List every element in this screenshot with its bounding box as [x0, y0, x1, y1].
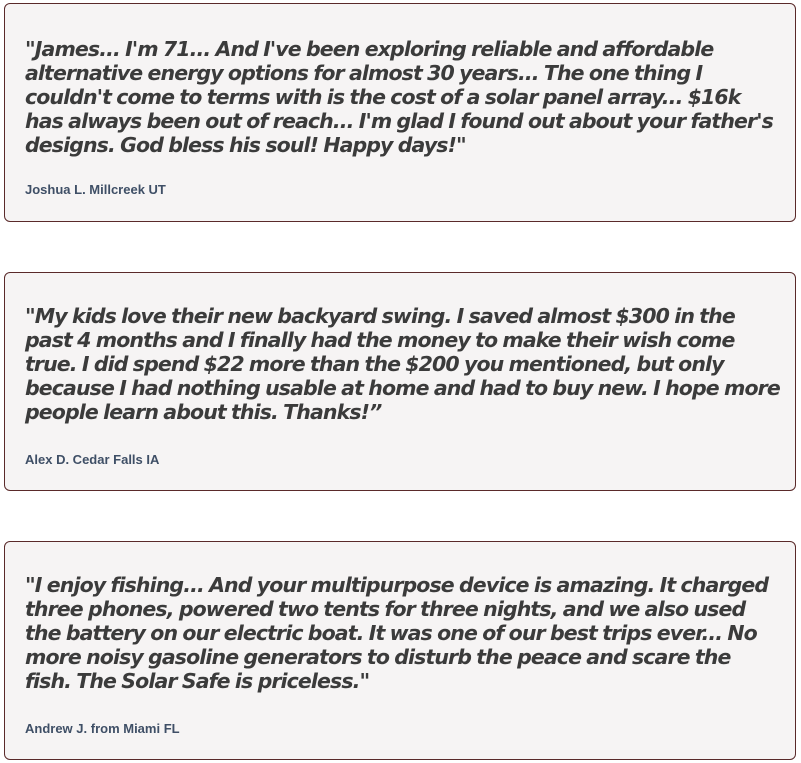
- testimonial-quote: "James... I'm 71... And I've been exploring reliable and affordable alternative energy options for almost 30 years... The one thing I couldn't come to terms with is the cost of a solar panel array... $16k has always been out of reach... I'm glad I found out about your father's designs. God bless his soul! Happy days!": [25, 37, 773, 157]
- testimonial-author: Andrew J. from Miami FL: [25, 721, 180, 736]
- testimonial-card: [4, 272, 796, 491]
- testimonial-quote: "I enjoy fishing... And your multipurpose device is amazing. It charged three phones, powered two tents for three nights, and we also used the battery on our electric boat. It was one of our best trips ever... No more noisy gasoline generators to disturb the peace and scare the fish. The Solar Safe is priceless.": [25, 573, 769, 693]
- testimonial-card: [4, 541, 796, 760]
- testimonial-author: Joshua L. Millcreek UT: [25, 182, 166, 197]
- testimonial-author: Alex D. Cedar Falls IA: [25, 452, 160, 467]
- testimonial-quote: "My kids love their new backyard swing. I saved almost $300 in the past 4 months and I finally had the money to make their wish come true. I did spend $22 more than the $200 you mentioned, but only because I had nothing usable at home and had to buy new. I hope more people learn about this. Thanks!”: [25, 304, 780, 424]
- testimonial-card: [4, 3, 796, 222]
